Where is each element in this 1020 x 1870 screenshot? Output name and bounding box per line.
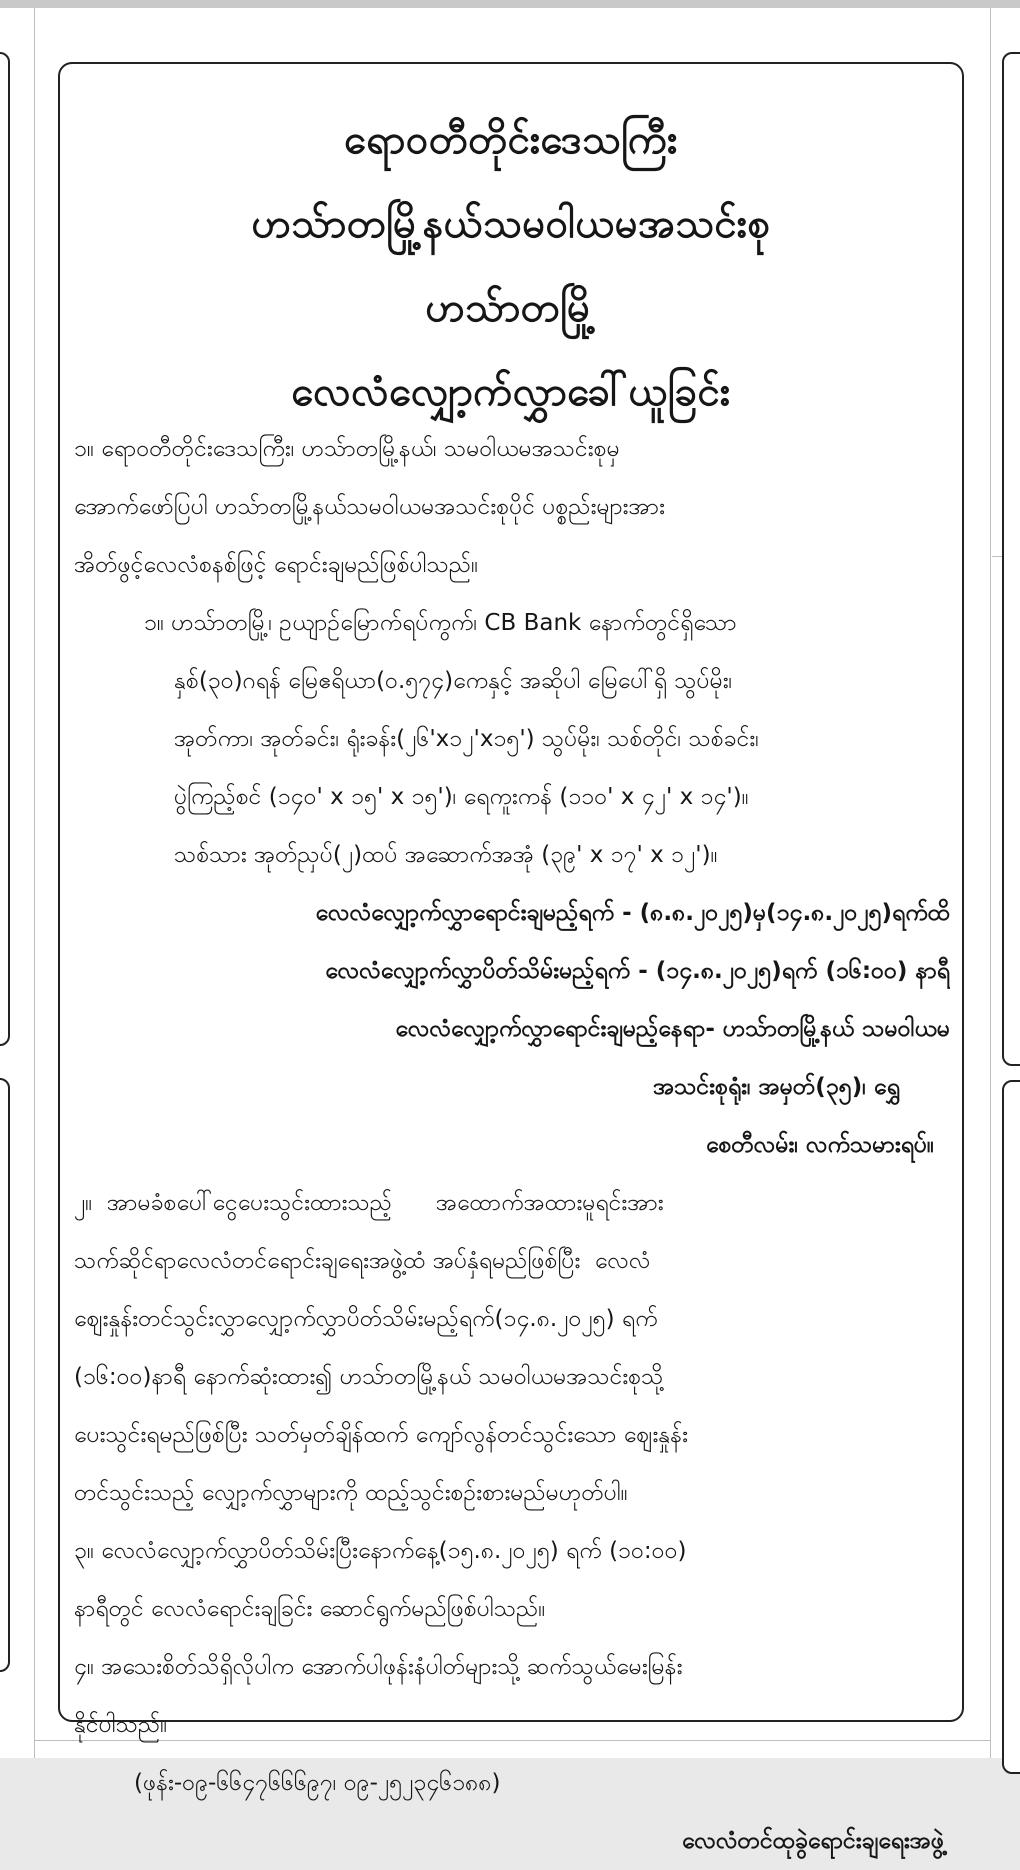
section-1-intro <box>74 420 950 594</box>
column-rule-right <box>990 8 991 1758</box>
closing-date: လေလံလျှော့က်လွှာပိတ်သိမ်းမည့်ရက် - (၁၄.၈.၂၀၂၅)ရက် (၁၆:၀၀) နာရီ <box>325 958 950 984</box>
section-1-details <box>74 884 950 1174</box>
sale-location-line-3: စေတီလမ်း၊ လက်သမားရပ်။ <box>705 1132 934 1158</box>
signature: လေလံတင်ထုခွဲရောင်းချရေးအဖွဲ့ <box>681 1828 944 1854</box>
right-adjacent-box-top <box>1002 52 1020 1066</box>
title-line-town: ဟသ်ာတမြို့ <box>425 285 597 331</box>
newspaper-page <box>0 8 1020 1854</box>
text-line: အိတ်ဖွင့်လေလံစနစ်ဖြင့် ရောင်းချမည်ဖြစ်ပါသည်။ <box>74 552 479 578</box>
title-line-heading: လေလံလျှော့က်လွှာခေါ်ယူခြင်း <box>291 369 731 415</box>
text-line: သက်ဆိုင်ရာလေလံတင်ရောင်းချရေးအဖွဲ့ထံ အပ်နှံရမည်ဖြစ်ပြီး လေလံ <box>74 1248 651 1274</box>
sale-dates: လေလံလျှော့က်လွှာရောင်းချမည့်ရက် - (၈.၈.၂၀၂၅)မှ(၁၄.၈.၂၀၂၅)ရက်ထိ <box>315 900 950 926</box>
text-line: (၁၆:၀၀)နာရီ နောက်ဆုံးထား၍ ဟသ်ာတမြို့နယ် သမဝါယမအသင်းစုသို့ <box>74 1364 664 1390</box>
text-line: ၄။ အသေးစိတ်သိရှိလိုပါက အောက်ပါဖုန်းနံပါတ်များသို့ ဆက်သွယ်မေးမြန်း <box>74 1654 683 1680</box>
text-line: ၃။ လေလံလျှော့က်လွှာပိတ်သိမ်းပြီးနောက်နေ့(၁၅.၈.၂၀၂၅) ရက် (၁၀:၀၀) <box>74 1538 687 1564</box>
text-line: ၂။ အာမခံစပေါ်ငွေပေးသွင်းထားသည့် အထောက်အထားမူရင်းအား <box>74 1190 664 1216</box>
section-1-item <box>74 594 950 884</box>
text-line: နာရီတွင် လေလံရောင်းချခြင်း ဆောင်ရွက်မည်ဖြစ်ပါသည်။ <box>74 1596 546 1622</box>
text-line: ပွဲကြည့်စင် (၁၄၀' x ၁၅' x ၁၅')၊ ရေကူးကန် (၁၁၀' x ၄၂' x ၁၄')။ <box>174 784 749 810</box>
notice-title <box>60 98 962 434</box>
right-adjacent-box-bottom <box>1002 1080 1020 1774</box>
left-adjacent-box-top <box>0 52 10 1046</box>
text-line: ပေးသွင်းရမည်ဖြစ်ပြီး သတ်မှတ်ချိန်ထက် ကျော်လွန်တင်သွင်းသော ဈေးနှုန်း <box>74 1422 688 1448</box>
section-2 <box>74 1174 950 1522</box>
text-line: နှစ်(၃၀)ဂရန် မြေဧရိယာ(၀.၅၇၄)ကေနှင့် အဆိုပါ မြေပေါ်ရှိ သွပ်မိုး၊ <box>174 668 733 694</box>
left-adjacent-box-bottom <box>0 1078 10 1672</box>
text-line: တင်သွင်းသည့် လျှော့က်လွှာများကို ထည့်သွင်းစဉ်းစားမည်မဟုတ်ပါ။ <box>74 1480 628 1506</box>
tender-notice <box>58 62 964 1854</box>
section-4 <box>74 1638 950 1754</box>
sale-location-line-2: အသင်းစုရုံး၊ အမှတ်(၃၅)၊ ရွှေ <box>653 1074 900 1100</box>
contact-phones: (ဖုန်း-၀၉-၆၆၄၇၆၆၆၉၇၊ ၀၉-၂၅၂၃၄၆၁၈၈) <box>134 1770 501 1796</box>
text-line: ၁။ ရောဝတီတိုင်းဒေသကြီး၊ ဟသ်ာတမြို့နယ်၊ သမဝါယမအသင်းစုမှ <box>74 436 620 462</box>
sale-location: လေလံလျှော့က်လွှာရောင်းချမည့်နေရာ- ဟသ်ာတမြို့နယ် သမဝါယမ <box>395 1016 950 1042</box>
notice-body <box>74 420 950 1870</box>
title-line-region: ရောဝတီတိုင်းဒေသကြီး <box>344 117 678 163</box>
text-line: အောက်ဖော်ပြပါ ဟသ်ာတမြို့နယ်သမဝါယမအသင်းစုပိုင် ပစ္စည်းများအား <box>74 494 665 520</box>
top-bar <box>0 0 1020 8</box>
text-line: နိုင်ပါသည်။ <box>74 1712 168 1738</box>
text-line: ဈေးနှုန်းတင်သွင်းလွှာလျှော့က်လွှာပိတ်သိမ်းမည့်ရက်(၁၄.၈.၂၀၂၅) ရက် <box>74 1306 658 1332</box>
right-rule-mark <box>992 556 1002 557</box>
section-3 <box>74 1522 950 1638</box>
text-line: သစ်သား အုတ်ညှပ်(၂)ထပ် အဆောက်အအုံ (၃၉' x ၁၇' x ၁၂')။ <box>174 842 718 868</box>
title-line-society: ဟသ်ာတမြို့နယ်သမဝါယမအသင်းစု <box>251 201 771 247</box>
column-rule-left <box>34 8 35 1758</box>
text-line: ၁။ ဟသ်ာတမြို့၊ ဥယျာဉ်မြောက်ရပ်ကွက်၊ CB Bank နောက်တွင်ရှိသော <box>144 610 737 636</box>
text-line: အုတ်ကာ၊ အုတ်ခင်း၊ ရုံးခန်း(၂၆'x၁၂'x၁၅') သွပ်မိုး၊ သစ်တိုင်၊ သစ်ခင်း၊ <box>174 726 759 752</box>
